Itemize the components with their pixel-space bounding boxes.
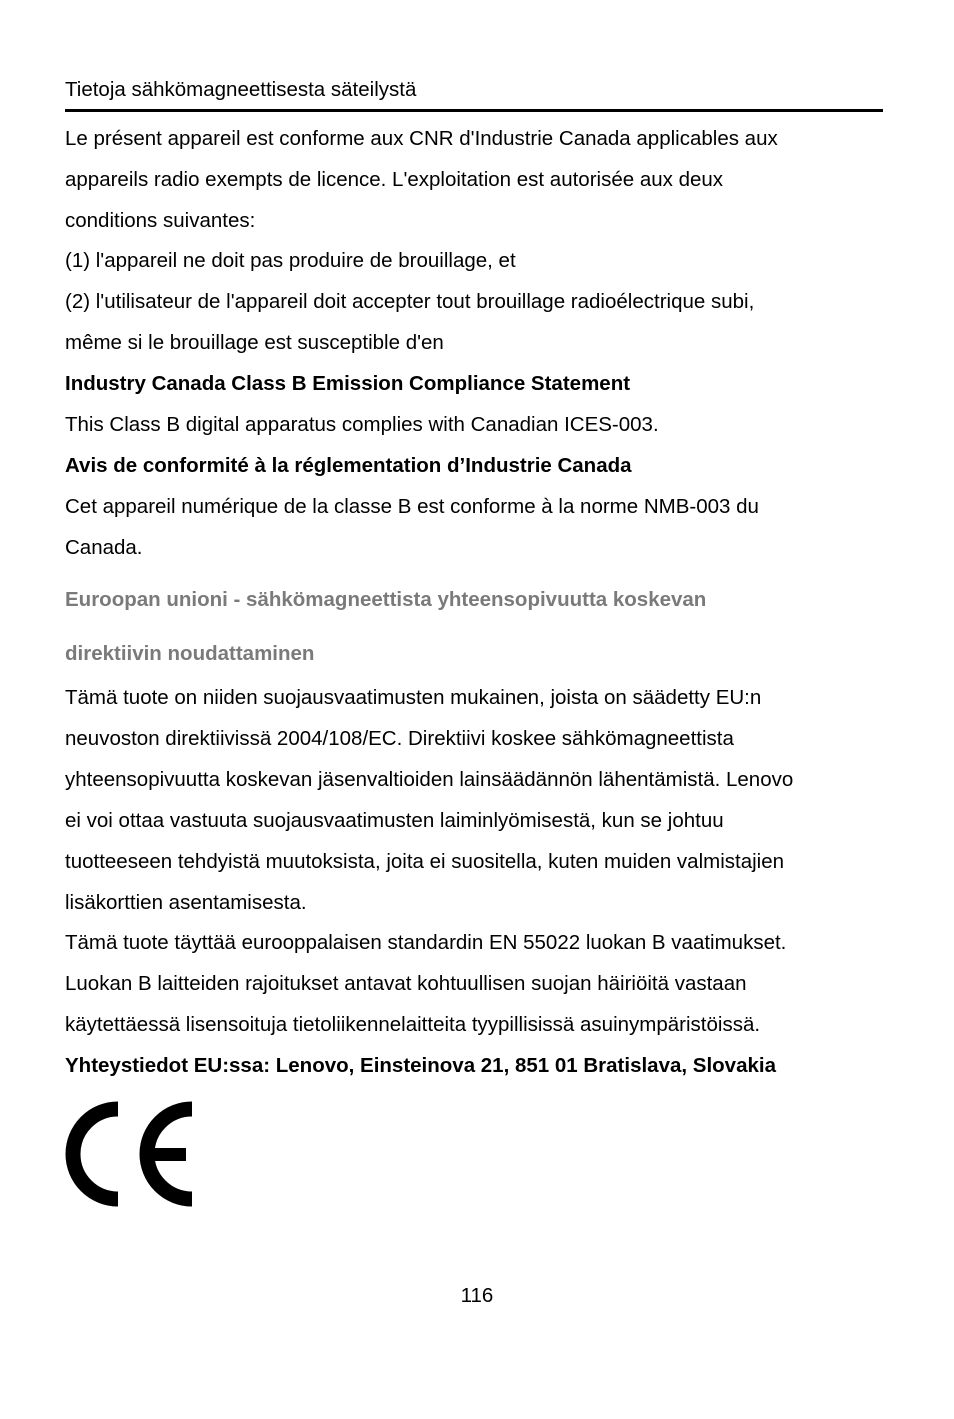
paragraph-line: Cet appareil numérique de la classe B est conforme à la norme NMB-003 du [65,495,759,518]
header-rule [65,109,883,112]
paragraph-line: conditions suivantes: [65,209,256,232]
paragraph-line: Canada. [65,536,143,559]
paragraph-line: (2) l'utilisateur de l'appareil doit accepter tout brouillage radioélectrique subi, [65,290,755,313]
page-number: 116 [460,1284,494,1307]
paragraph-line: ei voi ottaa vastuuta suojausvaatimusten laiminlyömisestä, kun se johtuu [65,809,724,832]
paragraph-line: käytettäessä lisensoituja tietoliikennelaitteita tyypillisissä asuinympäristöissä. [65,1013,761,1036]
paragraph-line: Le présent appareil est conforme aux CNR d'Industrie Canada applicables aux [65,127,778,150]
paragraph-line: Tämä tuote on niiden suojausvaatimusten mukainen, joista on säädetty EU:n [65,686,762,709]
paragraph-line: appareils radio exempts de licence. L'exploitation est autorisée aux deux [65,168,724,191]
paragraph-line: (1) l'appareil ne doit pas produire de brouillage, et [65,249,516,272]
paragraph-line: yhteensopivuutta koskevan jäsenvaltioiden lainsäädännön lähentämistä. Lenovo [65,768,794,791]
running-header: Tietoja sähkömagneettisesta säteilystä [65,78,417,101]
paragraph-line: même si le brouillage est susceptible d'en [65,331,444,354]
section-heading-nmb: Avis de conformité à la réglementation d’Industrie Canada [65,454,632,477]
paragraph-line: Tämä tuote täyttää eurooppalaisen standardin EN 55022 luokan B vaatimukset. [65,931,787,954]
ce-mark-icon [64,1101,196,1207]
paragraph-line: tuotteeseen tehdyistä muutoksista, joita ei suositella, kuten muiden valmistajien [65,850,785,873]
eu-contact-line: Yhteystiedot EU:ssa: Lenovo, Einsteinova 21, 851 01 Bratislava, Slovakia [65,1054,776,1077]
section-heading-eu: Euroopan unioni - sähkömagneettista yhteensopivuutta koskevan [65,588,707,611]
paragraph-line: Luokan B laitteiden rajoitukset antavat kohtuullisen suojan häiriöitä vastaan [65,972,747,995]
paragraph-line: neuvoston direktiivissä 2004/108/EC. Direktiivi koskee sähkömagneettista [65,727,734,750]
paragraph-line: This Class B digital apparatus complies with Canadian ICES-003. [65,413,659,436]
section-heading-eu-cont: direktiivin noudattaminen [65,642,315,665]
paragraph-line: lisäkorttien asentamisesta. [65,891,307,914]
section-heading-ices: Industry Canada Class B Emission Compliance Statement [65,372,631,395]
